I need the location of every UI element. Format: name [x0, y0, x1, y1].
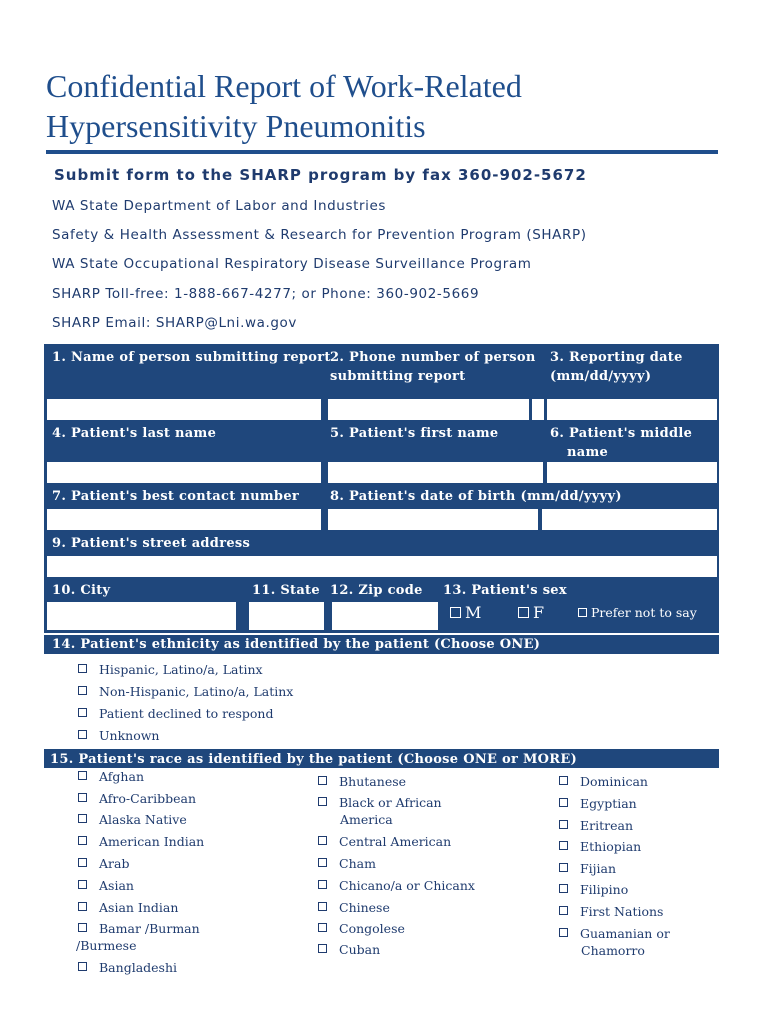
checkbox-icon[interactable] — [78, 880, 87, 889]
title-divider — [46, 150, 718, 154]
race-option[interactable] — [559, 926, 670, 941]
label-contact-number: 7. Patient's best contact number — [52, 489, 300, 504]
race-option[interactable] — [78, 900, 178, 915]
date-of-birth-input[interactable] — [327, 508, 539, 531]
city-input[interactable] — [46, 601, 237, 631]
race-option[interactable] — [318, 942, 380, 957]
option-label: Fijian — [580, 861, 617, 876]
option-label-continued: Chamorro — [581, 943, 645, 958]
label-date-of-birth: 8. Patient's date of birth (mm/dd/yyyy) — [330, 489, 622, 504]
option-label: Hispanic, Latino/a, Latinx — [99, 662, 263, 677]
race-option[interactable] — [78, 834, 204, 849]
race-option[interactable] — [78, 812, 187, 827]
label-submitter-phone — [330, 348, 536, 386]
checkbox-icon[interactable] — [318, 923, 327, 932]
label-city: 10. City — [52, 583, 111, 598]
option-label: Egyptian — [580, 796, 637, 811]
ethnicity-header-label: 14. Patient's ethnicity as identified by the patient (Choose ONE) — [52, 637, 541, 652]
submit-instructions: Submit form to the SHARP program by fax 360-902-5672 — [54, 166, 587, 184]
checkbox-icon[interactable] — [450, 607, 461, 618]
race-option[interactable] — [559, 882, 628, 897]
race-option[interactable] — [78, 856, 129, 871]
info-email: SHARP Email: SHARP@Lni.wa.gov — [52, 315, 297, 331]
middle-name-input[interactable] — [546, 461, 718, 484]
race-option[interactable] — [318, 900, 390, 915]
option-label: Bangladeshi — [99, 960, 178, 975]
checkbox-icon[interactable] — [318, 836, 327, 845]
option-label: Black or African — [339, 795, 442, 810]
page-title — [46, 66, 666, 146]
checkbox-icon[interactable] — [578, 608, 587, 617]
race-option[interactable] — [559, 796, 637, 811]
option-label-continued: America — [340, 812, 393, 827]
race-option[interactable] — [559, 839, 641, 854]
checkbox-icon[interactable] — [318, 880, 327, 889]
checkbox-icon[interactable] — [78, 730, 87, 739]
date-of-birth-extra-input[interactable] — [541, 508, 718, 531]
info-program: Safety & Health Assessment & Research for Prevention Program (SHARP) — [52, 227, 587, 243]
option-label: Dominican — [580, 774, 648, 789]
checkbox-icon[interactable] — [318, 902, 327, 911]
option-label: Guamanian or — [580, 926, 670, 941]
race-option[interactable] — [318, 774, 406, 789]
label-middle-name-l1: 6. Patient's middle — [550, 426, 693, 441]
race-option[interactable] — [559, 818, 633, 833]
checkbox-icon[interactable] — [78, 923, 87, 932]
sex-option-prefer-not[interactable] — [578, 605, 697, 620]
checkbox-icon[interactable] — [78, 771, 87, 780]
info-surveillance: WA State Occupational Respiratory Disease Surveillance Program — [52, 256, 532, 272]
checkbox-icon[interactable] — [78, 708, 87, 717]
reporting-date-input[interactable] — [546, 398, 718, 421]
option-label: Filipino — [580, 882, 629, 897]
checkbox-icon[interactable] — [559, 798, 568, 807]
option-label: Patient declined to respond — [99, 706, 274, 721]
submitter-name-input[interactable] — [46, 398, 322, 421]
option-label: Bhutanese — [339, 774, 407, 789]
checkbox-icon[interactable] — [559, 884, 568, 893]
sex-option-prefer-not-label: Prefer not to say — [591, 605, 697, 620]
option-label: Central American — [339, 834, 452, 849]
option-label: Non-Hispanic, Latino/a, Latinx — [99, 684, 294, 699]
checkbox-icon[interactable] — [559, 841, 568, 850]
label-first-name: 5. Patient's first name — [330, 426, 499, 441]
race-option[interactable] — [78, 769, 144, 784]
option-label: Asian Indian — [99, 900, 179, 915]
race-option[interactable] — [318, 921, 405, 936]
option-label: Cuban — [339, 942, 381, 957]
last-name-input[interactable] — [46, 461, 322, 484]
checkbox-icon[interactable] — [78, 902, 87, 911]
street-address-input[interactable] — [46, 555, 718, 578]
option-label: Afghan — [99, 769, 144, 784]
checkbox-icon[interactable] — [318, 797, 327, 806]
label-last-name: 4. Patient's last name — [52, 426, 217, 441]
checkbox-icon[interactable] — [559, 928, 568, 937]
checkbox-icon[interactable] — [518, 607, 529, 618]
race-option[interactable] — [318, 856, 376, 871]
race-option[interactable] — [559, 904, 663, 919]
ethnicity-option[interactable] — [78, 684, 293, 699]
title-line-1: Confidential Report of Work-Related — [46, 68, 522, 104]
sex-option-m[interactable] — [450, 603, 481, 622]
option-label: First Nations — [580, 904, 664, 919]
label-sex: 13. Patient's sex — [443, 583, 567, 598]
option-label-continued: /Burmese — [76, 938, 137, 953]
label-middle-name — [550, 424, 692, 462]
option-label: American Indian — [99, 834, 205, 849]
race-option[interactable] — [78, 878, 134, 893]
option-label: Ethiopian — [580, 839, 642, 854]
option-label: Eritrean — [580, 818, 633, 833]
submitter-phone-ext-input[interactable] — [531, 398, 545, 421]
option-label: Afro-Caribbean — [99, 791, 197, 806]
label-submitter-phone-l1: 2. Phone number of person — [330, 350, 536, 365]
sex-option-m-label: M — [465, 603, 482, 622]
checkbox-icon[interactable] — [318, 858, 327, 867]
label-middle-name-l2: name — [567, 445, 609, 460]
checkbox-icon[interactable] — [559, 776, 568, 785]
checkbox-icon[interactable] — [559, 906, 568, 915]
checkbox-icon[interactable] — [78, 962, 87, 971]
ethnicity-option[interactable] — [78, 728, 160, 743]
label-state: 11. State — [252, 583, 320, 598]
submitter-phone-input[interactable] — [327, 398, 530, 421]
race-option[interactable] — [318, 834, 451, 849]
sex-option-f-label: F — [533, 603, 545, 622]
option-label: Bamar /Burman — [99, 921, 200, 936]
race-option[interactable] — [318, 795, 442, 810]
info-department: WA State Department of Labor and Industries — [52, 198, 387, 214]
checkbox-icon[interactable] — [318, 944, 327, 953]
checkbox-icon[interactable] — [78, 664, 87, 673]
checkbox-icon[interactable] — [78, 686, 87, 695]
label-submitter-phone-l2: submitting report — [330, 369, 466, 384]
label-reporting-date — [550, 348, 683, 386]
option-label: Congolese — [339, 921, 405, 936]
checkbox-icon[interactable] — [78, 814, 87, 823]
checkbox-icon[interactable] — [78, 836, 87, 845]
ethnicity-option[interactable] — [78, 706, 273, 721]
checkbox-icon[interactable] — [318, 776, 327, 785]
option-label: Cham — [339, 856, 376, 871]
sex-option-f[interactable] — [518, 603, 544, 622]
checkbox-icon[interactable] — [78, 858, 87, 867]
checkbox-icon[interactable] — [78, 793, 87, 802]
race-option[interactable] — [559, 861, 616, 876]
label-submitter-name: 1. Name of person submitting report — [52, 350, 331, 365]
race-option[interactable] — [78, 791, 196, 806]
race-option[interactable] — [78, 960, 177, 975]
label-street-address: 9. Patient's street address — [52, 536, 251, 551]
option-label: Chicano/a or Chicanx — [339, 878, 475, 893]
option-label: Chinese — [339, 900, 390, 915]
checkbox-icon[interactable] — [559, 820, 568, 829]
info-phone: SHARP Toll-free: 1-888-667-4277; or Phone: 360-902-5669 — [52, 286, 480, 302]
first-name-input[interactable] — [327, 461, 544, 484]
race-header-label: 15. Patient's race as identified by the patient (Choose ONE or MORE) — [50, 752, 578, 767]
ethnicity-option[interactable] — [78, 662, 263, 677]
option-label: Unknown — [99, 728, 160, 743]
race-option[interactable] — [318, 878, 475, 893]
contact-number-input[interactable] — [46, 508, 322, 531]
title-line-2: Hypersensitivity Pneumonitis — [46, 108, 426, 144]
label-reporting-date-l2: (mm/dd/yyyy) — [550, 369, 652, 384]
option-label: Asian — [99, 878, 134, 893]
zip-code-input[interactable] — [331, 601, 439, 631]
option-label: Alaska Native — [99, 812, 187, 827]
state-input[interactable] — [248, 601, 325, 631]
race-option[interactable] — [559, 774, 648, 789]
race-option[interactable] — [78, 921, 200, 936]
checkbox-icon[interactable] — [559, 863, 568, 872]
option-label: Arab — [99, 856, 130, 871]
label-reporting-date-l1: 3. Reporting date — [550, 350, 683, 365]
label-zip-code: 12. Zip code — [330, 583, 423, 598]
